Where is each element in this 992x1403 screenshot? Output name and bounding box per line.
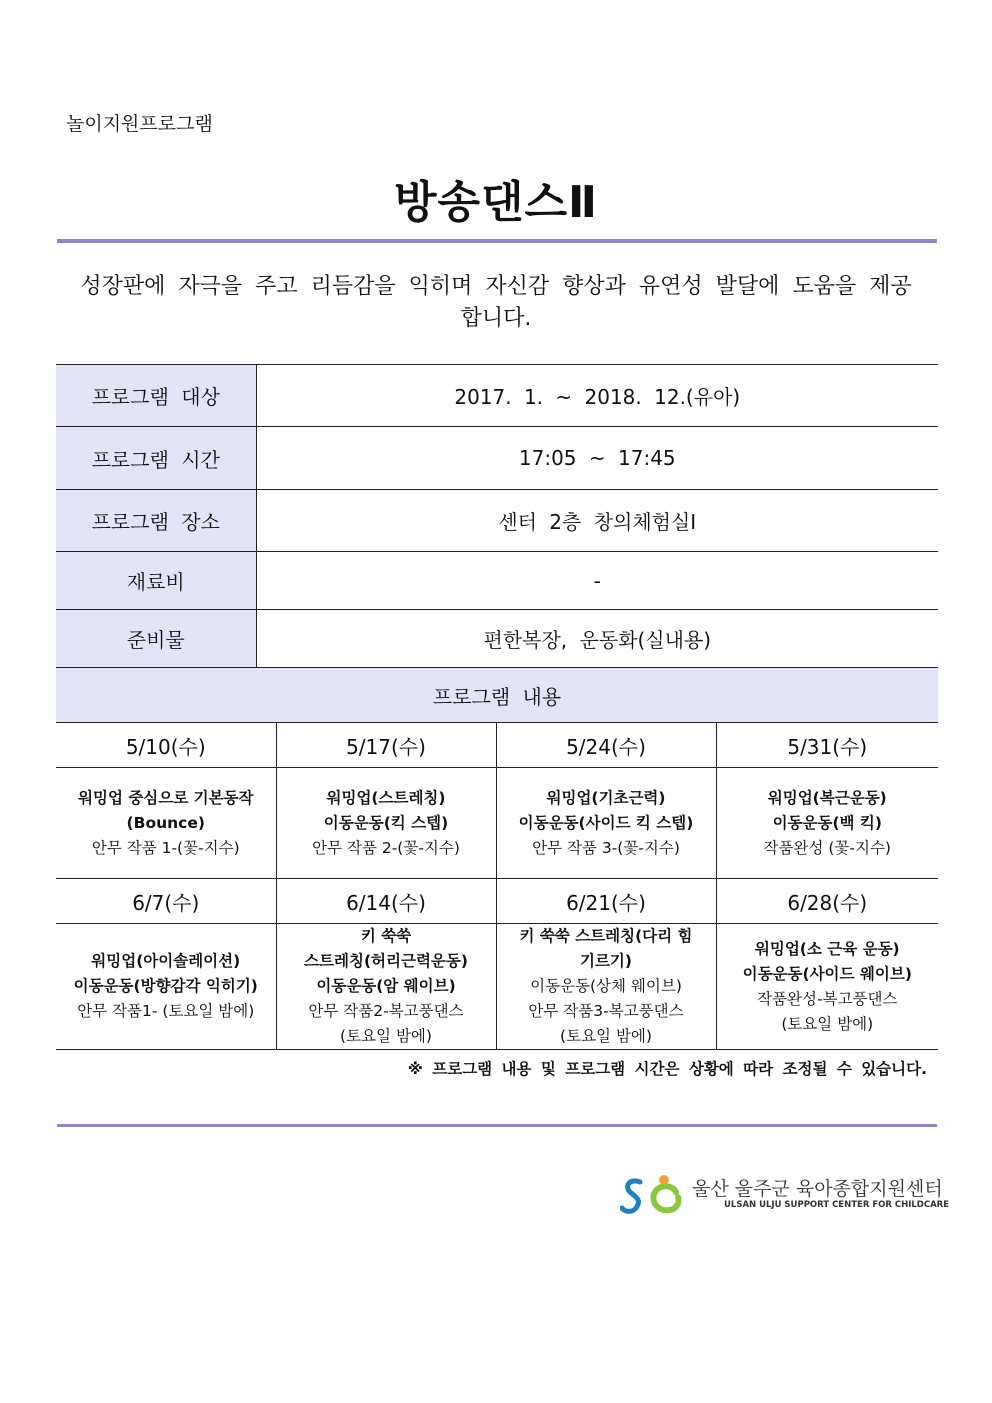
activity-line: 워밍업(기초근력) [546,788,666,807]
content-header: 프로그램 내용 [56,668,938,723]
info-label: 프로그램 시간 [56,427,256,490]
session-date: 6/7(수) [56,879,276,924]
activity-line: 작품완성 (꽃-지수) [763,838,891,857]
activity-line: (토요일 밤에) [340,1027,432,1045]
info-value: 편한복장, 운동화(실내용) [256,610,938,668]
center-name-english: ULSAN ULJU SUPPORT CENTER FOR CHILDCARE [724,1200,950,1210]
content-row [56,768,938,879]
activity-line: 이동운동(상체 웨이브) [530,977,682,995]
session-date: 6/14(수) [276,879,496,924]
program-table [56,364,938,1050]
activity-line: 이동운동(암 웨이브) [316,977,456,995]
activity-line: 안무 작품1- (토요일 밤에) [77,1002,255,1020]
session-content [716,924,938,1050]
session-content [496,768,716,879]
info-value: 17:05 ~ 17:45 [256,427,938,490]
session-date: 6/21(수) [496,879,716,924]
info-label: 재료비 [56,552,256,610]
session-content [276,768,496,879]
activity-line: 안무 작품3-복고풍댄스 [528,1002,684,1020]
activity-line: 안무 작품2-복고풍댄스 [308,1002,464,1020]
info-row [56,552,938,610]
activity-line: 작품완성-복고풍댄스 [757,989,898,1008]
page-title: 방송댄스Ⅱ [394,177,598,228]
session-date: 5/31(수) [716,723,938,768]
activity-line: 워밍업(복근운동) [767,788,887,807]
activity-line: 안무 작품 1-(꽃-지수) [91,838,240,857]
activity-line: 워밍업(아이솔레이션) [91,952,241,970]
bottom-divider [57,1124,937,1127]
session-content [56,924,276,1050]
activity-line: 워밍업 중심으로 기본동작 [78,788,254,807]
activity-line: (토요일 밤에) [781,1014,874,1033]
info-row [56,365,938,427]
info-value: 2017. 1. ~ 2018. 12.(유아) [256,365,938,427]
info-value: - [256,552,938,610]
center-logo-icon [620,1172,686,1216]
activity-line: 이동운동(사이드 웨이브) [742,964,912,983]
schedule-note: ※ 프로그램 내용 및 프로그램 시간은 상황에 따라 조정될 수 있습니다. [407,1060,927,1078]
activity-line: 키 쑥쑥 스트레칭(다리 힘 [519,927,693,945]
info-value: 센터 2층 창의체험실Ⅰ [256,490,938,552]
activity-line: (토요일 밤에) [560,1027,652,1045]
activity-line: 키 쑥쑥 [360,927,412,945]
activity-line: 안무 작품 3-(꽃-지수) [532,838,680,857]
info-row [56,427,938,490]
activity-line: 기르기) [579,952,632,970]
date-row [56,723,938,768]
session-date: 5/10(수) [56,723,276,768]
program-description: 성장판에 자극을 주고 리듬감을 익히며 자신감 향상과 유연성 발달에 도움을 제공합니다. [80,274,912,331]
session-content [496,924,716,1050]
session-date: 5/24(수) [496,723,716,768]
content-row [56,924,938,1050]
date-row [56,879,938,924]
session-date: 6/28(수) [716,879,938,924]
info-row [56,490,938,552]
activity-line: 이동운동(방향감각 익히기) [73,977,258,995]
session-content [716,768,938,879]
session-date: 5/17(수) [276,723,496,768]
activity-line: 안무 작품 2-(꽃-지수) [312,838,460,857]
top-divider [57,239,937,243]
center-logo [620,1172,950,1216]
center-name: 울산 울주군 육아종합지원센터 [692,1178,943,1200]
session-content [56,768,276,879]
activity-line: 스트레칭(허리근력운동) [304,952,468,970]
info-label: 프로그램 장소 [56,490,256,552]
activity-line: 이동운동(백 킥) [772,813,882,832]
category-label: 놀이지원프로그램 [66,113,213,135]
activity-line: (Bounce) [126,813,205,832]
activity-line: 워밍업(소 근육 운동) [754,939,900,958]
info-row [56,610,938,668]
info-label: 준비물 [56,610,256,668]
info-label: 프로그램 대상 [56,365,256,427]
activity-line: 워밍업(스트레칭) [326,788,446,807]
session-content [276,924,496,1050]
activity-line: 이동운동(킥 스텝) [323,813,449,832]
activity-line: 이동운동(사이드 킥 스텝) [518,813,694,832]
